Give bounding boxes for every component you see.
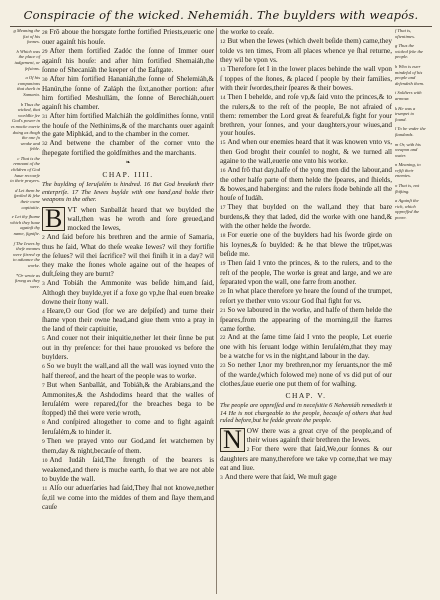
left-verses-after — [42, 206, 214, 511]
verse — [220, 138, 392, 166]
left-margin-notes — [10, 28, 42, 594]
verse-text: And when our enemies heard that it was knowen vnto vs, then God broght their counſel to noght, & we turned all againe to the wall,euerie one vnto his worke. — [220, 138, 392, 166]
margin-note: m Or, with his weapon and water. — [395, 141, 421, 158]
verse — [220, 473, 392, 483]
verse-text: But when Sanballát, and Tobiáh,& the Arabians,and the Ammonites,& the Ashdodims heard that the walles of Ieruſalém were repared,(for the breaches bega to be ſtopped) thē thei were verie wroth, — [42, 381, 214, 417]
verse-number: 9 — [42, 438, 45, 445]
verse — [220, 28, 392, 37]
verse-text: And betwene the chamber of the corner vnto the ſhepegate fortified the goldſmithes and the marchants. — [42, 139, 214, 158]
margin-note: h Who is euer mindeful of his people and defendeth them. — [395, 63, 425, 86]
verse — [42, 206, 214, 233]
right-verses-before — [220, 28, 392, 389]
chapter-argument: The people are oppreſſed and in neceſsitie 6 Nehemiáh remedieth it 14 He is not chargeable to the people, becauſe of others that had ruled before,but he fedde greate the people. — [220, 402, 392, 425]
verse-number: 29 — [42, 48, 48, 55]
verse-text: After him fortified Malchiáh the goldſmithes ſonne, vntil the houſe of the Nethinims,& of the marchants ouer againſt the gate Miphkád, and to the chamber in the corner. — [42, 111, 214, 139]
left-verses-before — [42, 28, 214, 158]
verse-number: 17 — [220, 205, 226, 212]
verse-text: VT when Sanballát heard that we buylded the wall,then was he wroth and ſore greued,and mocked the Iewes, — [67, 206, 214, 232]
verse-text: For euerie one of the buylders had his ſworde girde on his loynes,& ſo buylded: & he that blewe the trūpet,was beſide me. — [220, 230, 392, 258]
right-verses-after — [220, 424, 392, 483]
verse — [42, 334, 214, 362]
verse-text: Therefore ſet I in the lower places behinde the wall vpon ſ toppes of the ſtones, & placed ſ people by their families, with their ſwordes,their ſpeares & their bowes. — [220, 64, 392, 92]
verse-text: And Tobiáh the Ammonite was beſide him,and ſaid, Althogh they buylde,yet if a foxe go vp,he ſhal euen breake downe their ſtony wall. — [42, 278, 214, 306]
verse-text: And frō that day,halfe of the yong men did the labour,and the other halfe parte of them helde the ſpeares, and ſhields, & bowes,and habergins: and the rulers ſtode behinde all the houſe of Iudáh. — [220, 166, 392, 203]
verse-number: 28 — [42, 30, 48, 36]
verse — [42, 381, 214, 418]
verse — [42, 418, 214, 437]
verse-text: Then ſaid I vnto the princes, & to the rulers, and to the reſt of the people, The worke is great and large, and we are ſeparated vpon the wall, one farre from another. — [220, 258, 392, 286]
margin-note: l To be vnder the ſtandards. — [395, 126, 426, 137]
verse-number: 5 — [42, 336, 45, 343]
verse-text: After them fortified Zadóc the ſonne of Immer ouer againſt his houſe: and after him fortified Shemaiáh,the ſonne of Shecaniáh the keeper of the Eaſtgate. — [42, 46, 214, 74]
verse — [42, 437, 214, 456]
verse-text: OW there was a great crye of the people,and of their wiues againſt their brethren the Iewes. — [246, 426, 392, 444]
verse-text: But when the Iewes (which dwelt beſide them) came,they tolde vs ten times, From all places whence ye ſhal returne, they wil be vpon vs. — [220, 36, 392, 64]
verse-number: 23 — [220, 363, 226, 370]
verse — [220, 203, 392, 231]
verse-number: 16 — [220, 168, 226, 175]
bible-page — [10, 4, 432, 594]
margin-note: a Againſt the rich, which oppreſſed the poore. — [395, 198, 420, 221]
verse-text: Frō aboue the horsgate forthe fortified Priests,eueric one ouer againſt his houſe. — [42, 28, 214, 46]
right-margin-notes — [392, 28, 426, 594]
margin-note: e Let thy ſhame which they haue againſt thy name, ſignifie. — [10, 214, 40, 236]
verse — [42, 112, 214, 140]
chapter-heading: CHAP. IIII. — [102, 170, 154, 180]
dropcap-letter: N — [220, 428, 245, 452]
verse — [220, 333, 392, 361]
verse — [220, 93, 392, 139]
verse-number: 7 — [42, 383, 45, 390]
left-text-column — [42, 28, 214, 594]
verse — [220, 445, 392, 473]
verse — [42, 484, 214, 512]
verse-number: 31 — [42, 113, 48, 120]
margin-note: n Meaning, to reſiſt their enemies. — [395, 162, 421, 179]
verse-text: And Iudáh ſaid,The ſtrength of the bearers is weakened,and there is muche earth, ſo that we are not able to buylde the wall. — [42, 455, 214, 483]
header-title: Conspiracie of the wicked. Nehemiáh. The buylders with weapós. — [23, 8, 419, 22]
verse-text: So we buylt the wall,and all the wall was ioyned vnto the half thereof, and the heart of the people was to worke. — [42, 362, 214, 381]
verse-text: In what place therefore ye heare the ſound of the trumpet, reſort ye thether vnto vs:our God ſhal fight for vs. — [220, 286, 392, 305]
margin-note: d Let them be ſpoiled & ſeke their owne captiuitie. — [13, 187, 40, 210]
verse — [220, 361, 392, 389]
verse-number: 15 — [220, 140, 226, 147]
margin-note: i Soldiers with armour. — [395, 90, 422, 101]
verse — [42, 28, 214, 47]
verse — [42, 75, 214, 112]
verse-text: the worke to ceaſe. — [220, 28, 274, 36]
verse-number: 13 — [220, 66, 226, 73]
verse-number: 3 — [42, 280, 45, 287]
verse-number: 4 — [42, 308, 45, 315]
verse — [42, 279, 214, 307]
verse-text: And at the ſame time ſaid I vnto the people, Let euerie one with his ſeruant lodge within Ieruſalém,that they may be a watche for vs in the night,and labour in the day. — [220, 333, 392, 361]
margin-note: f The Iewes by theſe meanes were ſtirred vp to aduance the worke. — [12, 240, 40, 268]
margin-note: f That is, oftentimes. — [395, 28, 416, 39]
verse-number: 14 — [220, 94, 226, 101]
verse — [220, 259, 392, 287]
verse — [220, 306, 392, 334]
verse-text: Then I behelde, and roſe vp,& ſaid vnto the princes,& to the rulers,& to the reſt of the people, Be not afraied of them: remember the Lord great & feareful,& fight for your brethren, your ſonnes, and your daughters,your wiues,and your houſes. — [220, 92, 392, 138]
verse-number: 3 — [220, 474, 223, 481]
verse-text: For there were that ſaid,We,our ſonnes & our daughters are many,therefore we take vp corne,that we may eat and liue. — [220, 444, 392, 472]
margin-note: h Which was the place of iudgement, or ſeſsions. — [14, 48, 40, 71]
chapter-argument: The buylding of Ieruſalém is hindred. 16 But God breaketh their enterpriſe. 17 The Iewes buylde with one hand,and holde their weapons in the other. — [42, 181, 214, 204]
verse — [42, 307, 214, 335]
margin-note: *Or wrote as ſtrong as they were. — [14, 272, 40, 289]
verse-text: So nether I,nor my brethren,nor my ſeruants,nor the mē of the warde,(which folowed me) none of vs did put of our clothes,ſaue euerie one put them of for waſhing. — [220, 361, 392, 389]
margin-note: b Thus the wicked, that worldlie ſee God's power in vs mocke euerie doing as thogh the one ſo weake and feble. — [10, 101, 40, 152]
verse-text: And conſpired altogether to come and to fight againſt Ieruſalém,& to hinder it. — [42, 417, 214, 436]
verse-text: So we laboured in the worke, and halfe of them helde the ſpeares,from the appearing of the morning,til the ſtarres came forthe. — [220, 305, 392, 333]
margin-note: o That is, not ſhifting. — [395, 183, 420, 194]
right-text-column — [220, 28, 392, 594]
verse-number: 12 — [220, 38, 226, 45]
verse-text: And ſaid before his brethren and the armie of Samaria, thus he ſaid, What do theſe weake Iewes? wil they fortifie the ſelues? wil thei ſacrifice? wil thei finiſh it in a day? wil they make the ſtones whole againe out of the heapes of duſt,ſeing they are burnt? — [42, 232, 214, 278]
margin-note: c That is the remnant of the children of God haue recourſe to their prayers. — [10, 155, 40, 184]
verse — [220, 287, 392, 306]
verse-text: They that buylded on the wall,and they that bare burdens,& they that laded, did the worke with one hand,& with the other helde the ſworde. — [220, 203, 392, 231]
verse-number: 18 — [220, 232, 226, 239]
verse — [220, 427, 392, 445]
verse-number: 22 — [220, 335, 226, 342]
verse — [42, 139, 214, 158]
verse-number: 30 — [42, 76, 48, 83]
verse-number: 10 — [42, 457, 48, 464]
margin-note: g Meaning the ſixt of his ſonnes. — [13, 28, 40, 45]
margin-note: a Of his companions that dwelt in Samaria. — [17, 75, 40, 97]
verse-number: 11 — [42, 485, 48, 492]
verse — [220, 37, 392, 65]
ornament: ❧ — [125, 160, 131, 167]
verse — [220, 166, 392, 203]
verse-text: Alſo our aduerſaries had ſaid,They ſhal not knowe,nether ſe,til we come into the middes of them and ſlaye them,and cauſe — [42, 483, 214, 511]
verse-text: Heare,O our God (for we are deſpiſed) and turne their ſhame vpon their owne head,and giue them vnto a pray in the land of their captiuitie, — [42, 306, 214, 334]
verse — [42, 47, 214, 75]
verse — [220, 231, 392, 259]
verse-text: And there were that ſaid, We muſt gage — [224, 472, 337, 481]
verse-number: 6 — [42, 364, 45, 371]
verse-text: After him fortified Hananiáh,the ſonne of Shelemiáh,& Hanún,the ſonne of Zaláph the ſixt,another portion: after him fortified Meshullám, the ſonne of Berechiáh,ouert againſt his chamber. — [42, 74, 214, 111]
verse-number: 2 — [42, 234, 45, 241]
verse-number: 21 — [220, 307, 226, 314]
verse-number: 19 — [220, 260, 226, 267]
verse-number: 20 — [220, 288, 226, 295]
verse-number: 2 — [246, 446, 250, 453]
verse — [42, 456, 214, 484]
verse — [42, 233, 214, 279]
verse-text: Then we prayed vnto our God,and ſet watchemen by them,day & night,becauſe of them. — [42, 436, 214, 455]
page-columns — [10, 28, 432, 594]
chapter-heading: CHAP. V. — [285, 391, 327, 401]
dropcap-letter: B — [42, 207, 65, 231]
verse-text: And couer not their iniquitie,nether let their ſinne be put out in thy preſence: for thei haue prouoked vs before the buylders. — [42, 334, 214, 362]
running-header — [10, 4, 432, 27]
verse — [220, 65, 392, 93]
verse-number: 32 — [42, 141, 48, 148]
verse — [42, 362, 214, 381]
margin-note: k He was a trumpet to ſound. — [395, 105, 416, 122]
margin-note: g Thus the wicked ſeke the people. — [395, 43, 424, 60]
verse-number: 8 — [42, 419, 45, 426]
